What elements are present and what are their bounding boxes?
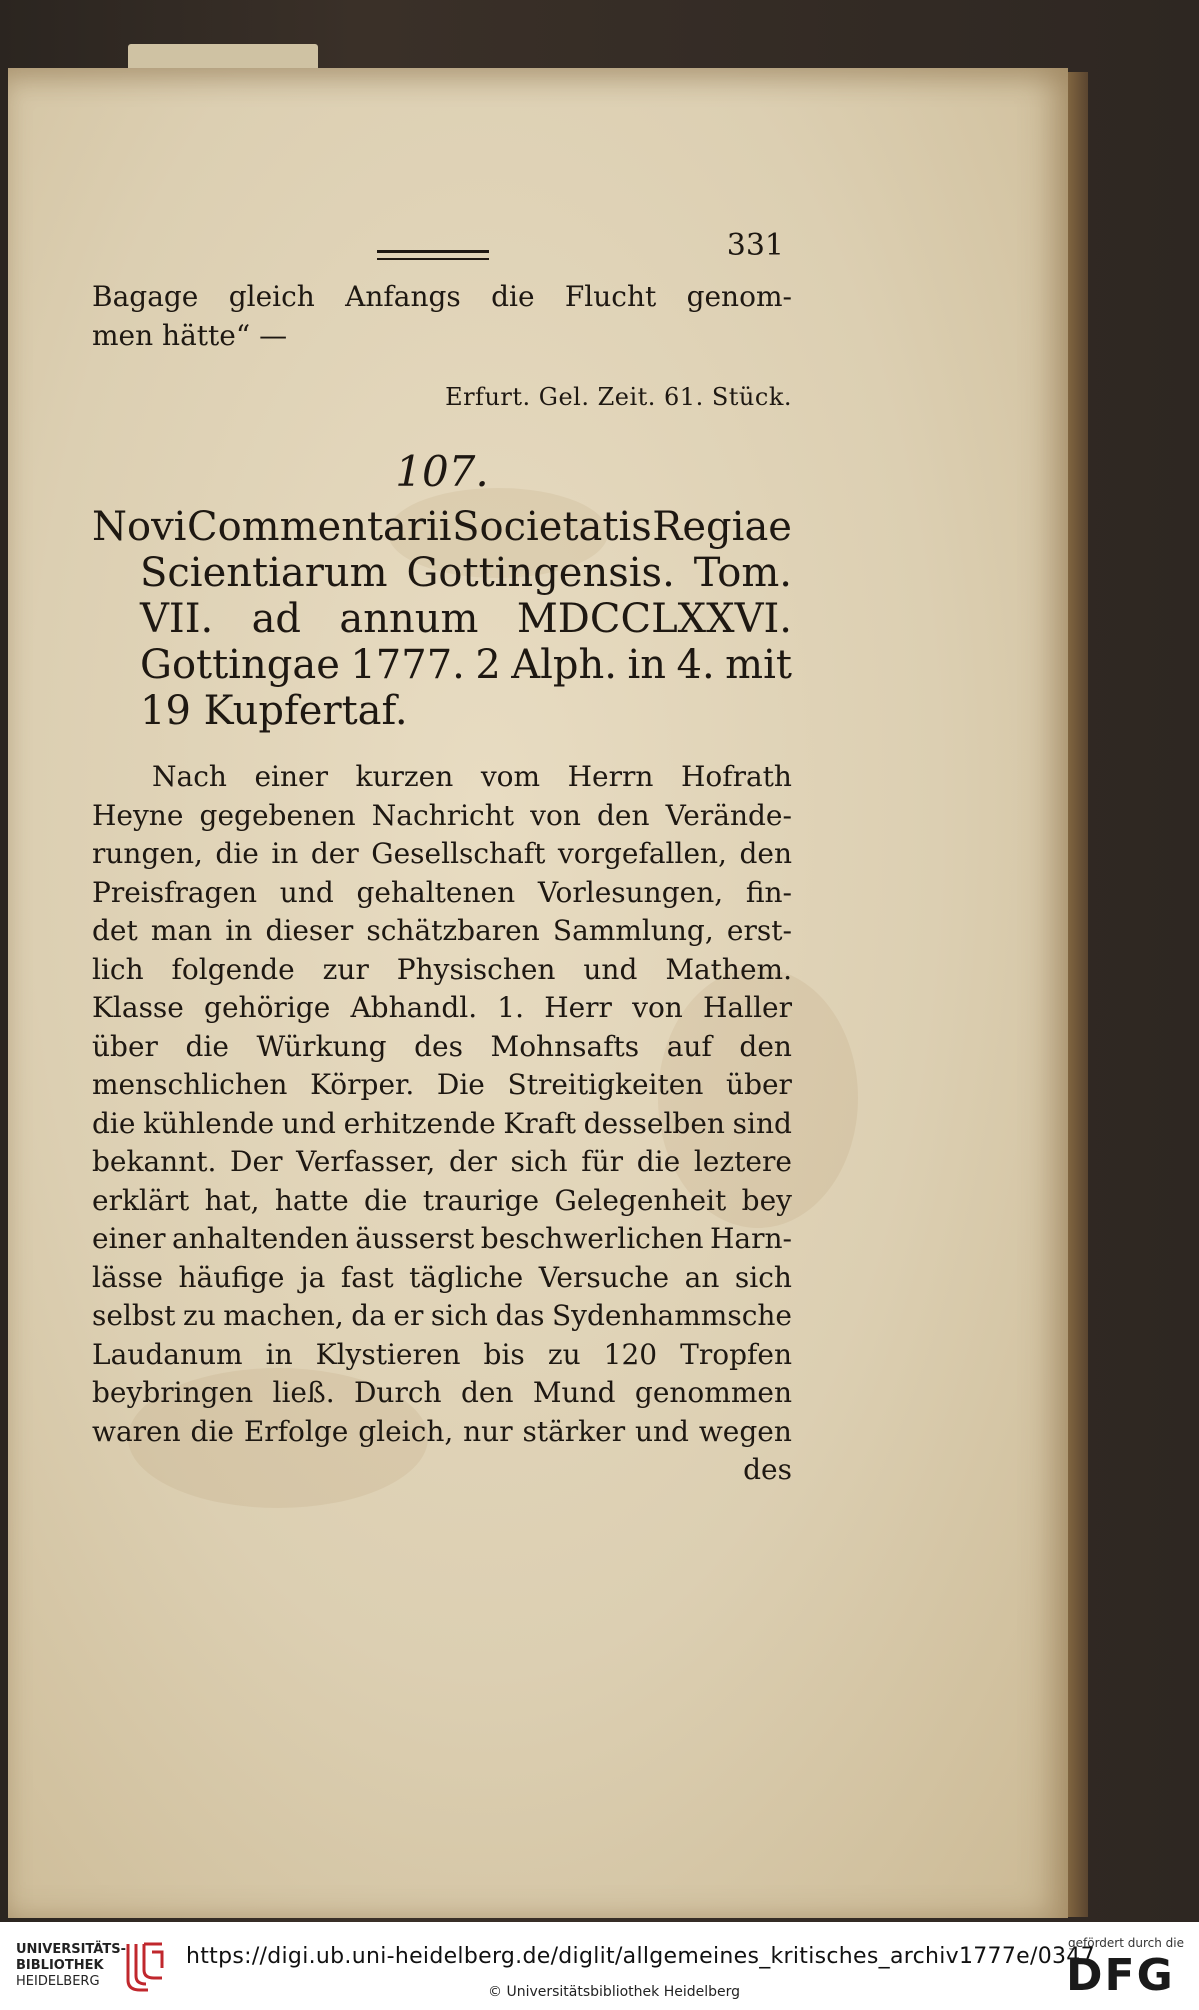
body-line: Nach einer kurzen vom Herrn Hofrath xyxy=(152,760,792,793)
title-line: Gottingae 1777. 2 Alph. in 4. mit xyxy=(140,642,792,688)
body-line: lich folgende zur Physischen und Mathem. xyxy=(92,952,792,986)
dfg-logo: DFG xyxy=(1066,1950,1175,2001)
body-line: bekannt. Der Verfasser, der sich für die leztere xyxy=(92,1145,792,1178)
body-line: waren die Erfolge gleich, nur stärker und wegen xyxy=(92,1414,792,1448)
body-line: Heyne gegebenen Nachricht von den Verände- xyxy=(92,798,792,832)
entry-number: 107. xyxy=(395,447,489,496)
continuation-line: men hätte“ — xyxy=(92,318,288,352)
library-name-line: UNIVERSITÄTS- xyxy=(16,1942,126,1957)
running-header xyxy=(92,228,792,268)
body-line: Klasse gehörige Abhandl. 1. Herr von Haller xyxy=(92,991,792,1024)
catchword: des xyxy=(743,1453,792,1486)
entry-title xyxy=(92,504,792,734)
permalink-url[interactable]: https://digi.ub.uni-heidelberg.de/diglit/allgemeines_kritisches_archiv1777e/0347 xyxy=(186,1944,1095,1969)
page-number: 331 xyxy=(726,228,784,263)
body-line: einer anhaltenden äusserst beschwerlichen Harn- xyxy=(92,1222,792,1255)
body-text xyxy=(92,758,792,1451)
header-rule xyxy=(377,250,489,260)
body-line: menschlichen Körper. Die Streitigkeiten über xyxy=(92,1068,792,1101)
title-line: VII. ad annum MDCCLXXVI. xyxy=(140,596,792,642)
title-line: Novi Commentarii Societatis Regiae xyxy=(92,504,792,550)
body-line: erklärt hat, hatte die traurige Gelegenheit bey xyxy=(92,1183,792,1217)
continuation-line: Bagage gleich Anfangs die Flucht genom- xyxy=(92,280,792,313)
body-line: die kühlende und erhitzende Kraft desselben sind xyxy=(92,1106,792,1140)
citation: Erfurt. Gel. Zeit. 61. Stück. xyxy=(445,383,792,411)
footer-bar xyxy=(0,1922,1199,2010)
funding-caption: gefördert durch die xyxy=(1068,1936,1184,1950)
body-line: lässe häufige ja fast tägliche Versuche an sich xyxy=(92,1260,792,1294)
continuation-text xyxy=(92,278,792,355)
library-logo-icon xyxy=(122,1940,166,1994)
body-line: beybringen ließ. Durch den Mund genommen xyxy=(92,1376,792,1409)
body-line: Preisfragen und gehaltenen Vorlesungen, fin- xyxy=(92,875,792,909)
library-name-line: HEIDELBERG xyxy=(16,1974,100,1989)
body-line: det man in dieser schätzbaren Sammlung, erst- xyxy=(92,914,792,947)
body-line: selbst zu machen, da er sich das Sydenhammsche xyxy=(92,1299,792,1332)
title-line: Scientiarum Gottingensis. Tom. xyxy=(140,550,792,596)
library-name xyxy=(16,1942,126,1990)
body-line: rungen, die in der Gesellschaft vorgefallen, den xyxy=(92,837,792,870)
title-line: 19 Kupfertaf. xyxy=(140,688,408,734)
body-line: Laudanum in Klystieren bis zu 120 Tropfen xyxy=(92,1337,792,1371)
page-text xyxy=(92,228,792,1489)
body-line: über die Würkung des Mohnsafts auf den xyxy=(92,1029,792,1063)
library-name-line: BIBLIOTHEK xyxy=(16,1958,104,1973)
copyright-notice: © Universitätsbibliothek Heidelberg xyxy=(488,1984,741,2000)
